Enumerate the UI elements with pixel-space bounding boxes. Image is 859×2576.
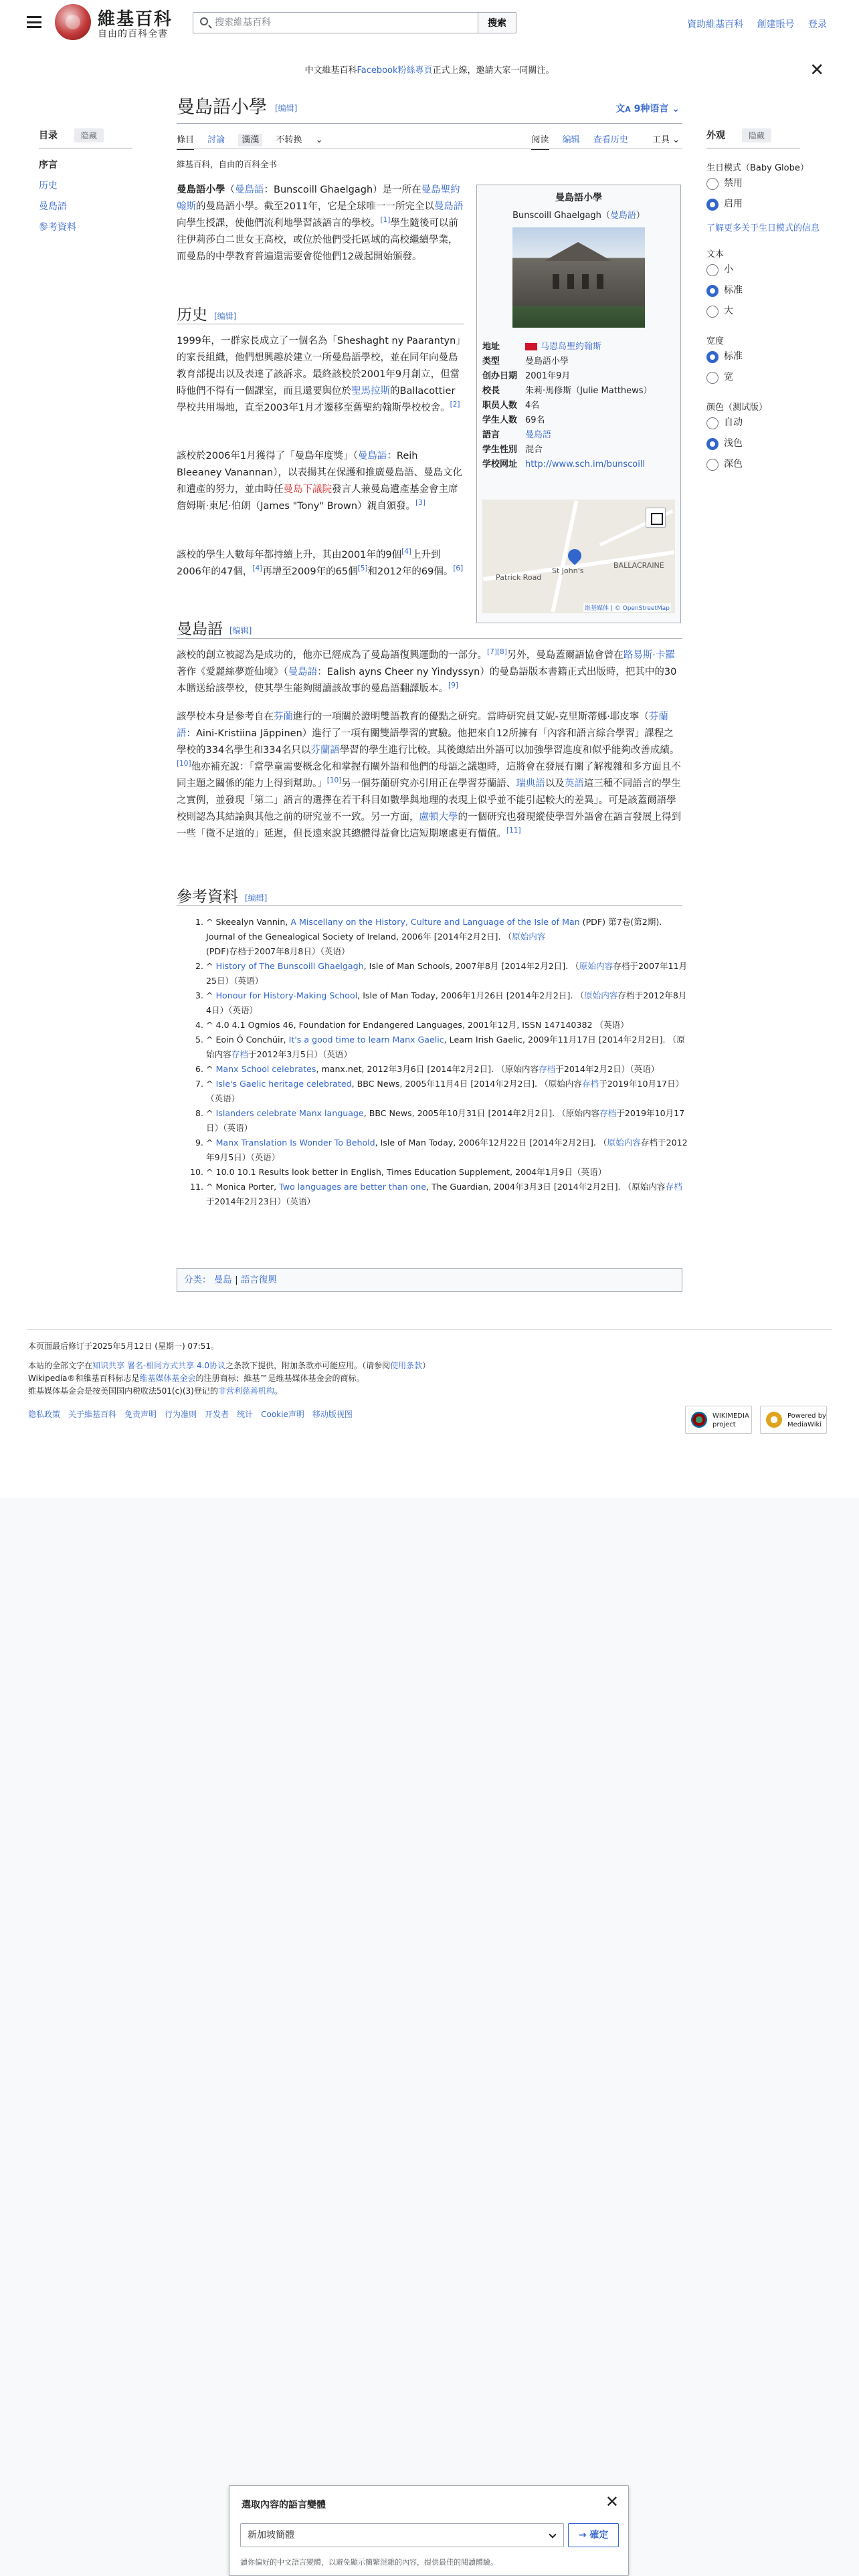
reference-text: (PDF) 第7卷(第2期). Journal of the Genealogical Society of Ireland, 2006年 [2014年2月2日]. （ — [206, 917, 662, 942]
tab-talk[interactable]: 討論 — [207, 135, 225, 145]
tab-history[interactable]: 查看历史 — [593, 135, 628, 145]
infobox-label: 职员人数 — [482, 401, 518, 411]
reference-text: 于2019年10月17日）（英语） — [206, 1108, 685, 1133]
reference-text: ^ — [206, 990, 216, 1000]
notice-text-post: 正式上線，邀請大家一同關注。 — [432, 66, 555, 76]
history-text: 和2012年的69個。 — [367, 566, 454, 577]
appearance-title: 外观 — [706, 130, 725, 141]
history-heading-text: 历史 — [177, 306, 207, 324]
fullscreen-icon[interactable] — [646, 508, 666, 528]
infobox-subtitle — [477, 208, 680, 221]
infobox — [476, 185, 681, 623]
footer-link[interactable]: 隐私政策 — [28, 1410, 61, 1419]
references-divider — [177, 905, 682, 906]
logo-title[interactable]: 維基百科 — [98, 9, 173, 29]
reference-text: ^ — [206, 1064, 216, 1074]
infobox-label: 学校网址 — [482, 459, 518, 469]
radio-option[interactable]: 自动 — [706, 413, 827, 433]
nonprofit-link[interactable]: 非营利慈善机构 — [217, 1386, 274, 1396]
infobox-row — [477, 340, 680, 354]
footer-link[interactable]: 关于維基百科 — [68, 1410, 117, 1419]
radio-option[interactable]: 标准 — [706, 280, 827, 301]
reference-text: , Isle of Man Today, 2006年12月22日 [2014年2月2日]. （ — [375, 1138, 607, 1148]
appearance-group-title: 颜色（测试版） — [706, 403, 768, 413]
appearance-group-title: 文本 — [706, 249, 725, 259]
history-paragraph-1 — [177, 333, 464, 417]
reference-item — [206, 1018, 688, 1033]
infobox-value-text: http://www.sch.im/bunscoill — [525, 459, 646, 469]
manx-link-manx[interactable]: 曼島語 — [288, 667, 318, 677]
lead-link-st-johns[interactable]: 曼島聖約翰斯 — [177, 185, 460, 212]
radio-option[interactable]: 启用 — [706, 194, 827, 215]
infobox-value-text: 曼島語小學 — [525, 356, 569, 366]
map-label: BALLACRAINE — [613, 561, 664, 570]
footer-text: 的注册商标；維基™是维基媒体基金会的商标。 — [195, 1374, 365, 1383]
logo-tagline: 自由的百科全書 — [98, 29, 168, 39]
lead-paragraph — [177, 182, 464, 265]
history-text: 發言人兼曼島遺產基金會主席詹姆斯·東尼·伯朗（James "Tony" Brown）親自頒發。 — [177, 484, 458, 512]
archive-link[interactable]: 存档 — [231, 1049, 248, 1059]
footer-text: 。 — [274, 1386, 282, 1396]
reference-text: 于2019年10月17日）（英语） — [206, 1079, 684, 1103]
footer-link[interactable]: 免责声明 — [124, 1410, 157, 1419]
title-divider — [177, 123, 682, 124]
category-link[interactable]: 語言復興 — [240, 1275, 277, 1285]
close-icon[interactable]: ✕ — [605, 2492, 619, 2511]
ref-link[interactable]: [10] — [177, 760, 191, 768]
reference-item — [206, 959, 688, 988]
footer-link[interactable]: 开发者 — [205, 1410, 229, 1419]
reference-text: ^ — [206, 1108, 216, 1118]
lead-text: ：Bunscoill Ghaelgagh）是一所在 — [264, 185, 421, 195]
ref-link[interactable]: [3] — [415, 499, 425, 508]
variant-select[interactable] — [240, 2523, 564, 2547]
reference-text: , Isle of Man Today, 2006年1月26日 [2014年2月2日]. （ — [357, 990, 585, 1000]
history-link-marown[interactable]: 聖馬拉斯 — [351, 386, 390, 397]
mediawiki-badge[interactable]: Powered by MediaWiki — [760, 1406, 827, 1434]
wmf-link[interactable]: 维基媒体基金会 — [139, 1374, 196, 1383]
history-text: 1999年，一群家長成立了一個名為「Sheshaght ny Paarantyn」的家長組織，他們想興趣於建立一所曼島語學校，並在同年向曼島教育部提出以及表達了該訴求。最終該校於2001年9月創立，但當時他們不得有一個課室，而且還要與位於 — [177, 336, 461, 397]
manx-text: 該學校本身是參考自在 — [177, 712, 274, 722]
appearance-group — [706, 247, 827, 322]
site-sub: 維基百科，自由的百科全书 — [177, 159, 278, 169]
manx-link-finland[interactable]: 芬蘭 — [274, 712, 293, 722]
appearance-hide-button[interactable]: 隐藏 — [742, 128, 771, 142]
infobox-label: 語言 — [482, 430, 500, 440]
license-link[interactable]: 知识共享 署名-相同方式共享 4.0协议 — [92, 1361, 226, 1370]
lead-link-manx-2[interactable]: 曼島語 — [434, 201, 464, 212]
radio-option[interactable]: 标准 — [706, 346, 827, 367]
manx-heading — [177, 617, 252, 639]
title-edit-link[interactable]: [编辑] — [275, 104, 298, 113]
reference-item — [206, 1106, 688, 1136]
location-map[interactable] — [482, 500, 675, 613]
reference-item — [206, 988, 688, 1018]
chevron-down-icon — [549, 2531, 556, 2538]
reference-text: 于2012年3月5日）（英语） — [248, 1049, 353, 1059]
infobox-label: 学生人数 — [482, 415, 518, 425]
reference-item — [206, 1180, 688, 1209]
infobox-subtitle-link[interactable]: 曼島語 — [609, 211, 636, 221]
infobox-value-text: 69名 — [525, 415, 545, 425]
no-convert-label: 不转换 — [276, 135, 302, 145]
reference-text: 存档于2012年8月4日）（英语） — [206, 990, 687, 1015]
tab-article[interactable]: 條目 — [177, 135, 194, 150]
manx-text: ：Ealish ayns Cheer ny Yindyssyn）的曼島語版本書籍正式出版時，把其中的30本贈送給該學校，使其學生能夠閱讀該故事的曼島語翻譯版本。 — [177, 667, 677, 694]
archive-link[interactable]: 存档 — [665, 1182, 682, 1192]
variant-selected: 新加坡簡體 — [248, 2530, 294, 2541]
infobox-subtitle-text: Bunscoill Ghaelgagh（ — [512, 211, 610, 221]
footer-text: 维基媒体基金会是按美国国内税收法501(c)(3)登记的 — [28, 1386, 218, 1396]
learn-more-link[interactable]: 了解更多关于生日模式的信息 — [706, 223, 820, 233]
category-box: 分类： 曼島 | 語言復興 — [177, 1268, 682, 1292]
toc-heading — [39, 128, 159, 142]
notice-text-pre: 中文維基百科 — [304, 66, 357, 76]
toc-title: 目录 — [39, 130, 58, 141]
page-title — [177, 92, 297, 118]
view-tabs — [520, 132, 680, 145]
manx-link-luton[interactable]: 盧頓大學 — [419, 812, 458, 823]
reference-text: 存档于2012年9月5日）（英语） — [206, 1138, 688, 1162]
manx-link-finnish[interactable]: 芬蘭語 — [177, 712, 668, 739]
reference-text: , BBC News, 2005年11月4日 [2014年2月2日]. （原始内容 — [351, 1079, 582, 1089]
menu-icon[interactable] — [27, 16, 41, 28]
manx-link-english[interactable]: 英語 — [564, 778, 584, 789]
infobox-value-text: 2001年9月 — [525, 371, 571, 381]
radio-option[interactable]: 禁用 — [706, 173, 827, 194]
reference-link[interactable]: It's a good time to learn Manx Gaelic — [288, 1035, 444, 1045]
manx-text: 著作《愛麗絲夢遊仙境》（ — [177, 667, 288, 677]
wikipedia-logo-icon[interactable] — [55, 4, 91, 40]
ref-link[interactable]: [2] — [450, 401, 460, 409]
reference-text: ^ Monica Porter, — [206, 1182, 280, 1192]
trademark-text — [28, 1372, 430, 1385]
manx-text: 該校的創立被認為是成功的，他亦已經成為了曼島語復興運動的一部分。 — [177, 650, 487, 661]
toc-item-references[interactable]: 参考資料 — [39, 222, 76, 233]
manx-text: 以及 — [545, 778, 565, 789]
infobox-value-text: 马恩岛聖約翰斯 — [541, 342, 602, 352]
school-photo[interactable] — [512, 227, 645, 328]
appearance-group — [706, 160, 827, 235]
map-credit[interactable]: 维基媒体 | © OpenStreetMap — [583, 603, 671, 612]
reference-text: , Learn Irish Gaelic, 2009年11月17日 [2014年2月2日]. （原始内容 — [206, 1035, 685, 1059]
reference-item — [206, 1165, 688, 1180]
nonprofit-text — [28, 1385, 430, 1398]
toc-item-history[interactable]: 历史 — [39, 181, 58, 191]
language-button[interactable]: 文A 9种语言 ⌄ — [615, 104, 680, 114]
infobox-value — [525, 354, 569, 369]
reference-link[interactable]: Manx Translation Is Wonder To Behold — [215, 1138, 375, 1148]
tab-no-convert[interactable]: 不转换 ⌄ — [276, 135, 323, 145]
infobox-label: 地址 — [482, 342, 500, 352]
manx-link-finnish-2[interactable]: 芬蘭語 — [310, 745, 340, 756]
reference-text: ^ — [206, 1138, 216, 1148]
infobox-rows — [477, 340, 680, 472]
ref-link[interactable]: [5] — [357, 564, 368, 573]
infobox-label: 创办日期 — [482, 371, 518, 381]
infobox-value[interactable] — [525, 428, 551, 443]
reference-link[interactable]: Manx School celebrates — [215, 1064, 316, 1074]
language-count: 9种语言 — [634, 104, 669, 114]
references-edit-link[interactable]: [编辑] — [245, 893, 268, 903]
dialog-title: 選取內容的語言變體 — [242, 2500, 326, 2510]
infobox-row — [477, 384, 680, 399]
flag-icon — [525, 343, 537, 350]
lead-text: 的曼島語小學。截至2011年，它是全球唯一一所完全以 — [196, 201, 434, 212]
language-variant-dialog — [229, 2485, 629, 2576]
tabs-divider — [177, 148, 682, 149]
reference-link[interactable]: Isle's Gaelic heritage celebrated — [215, 1079, 352, 1089]
tab-variant[interactable]: 漢漢 — [238, 134, 262, 146]
reference-text: ^ Skeealyn Vannin, — [206, 917, 291, 927]
footer-text: 本站的全部文字在 — [28, 1361, 93, 1370]
footer-text: 之条款下提供，附加条款亦可能应用。（请参阅 — [225, 1361, 391, 1370]
manx-paragraph-1 — [177, 647, 682, 697]
lead-bold: 曼島語小學 — [177, 185, 225, 195]
notice-link[interactable]: Facebook粉絲專頁 — [357, 66, 433, 76]
manx-heading-text: 曼島語 — [177, 621, 223, 638]
ref-link[interactable]: [4] — [401, 548, 411, 556]
reference-text: 于2014年2月23日）（英语） — [206, 1196, 316, 1206]
map-label: Patrick Road — [496, 573, 542, 582]
ref-link[interactable]: [9] — [448, 681, 458, 690]
infobox-value[interactable] — [525, 340, 601, 354]
ref-link[interactable]: [1] — [380, 216, 391, 225]
footer-info — [28, 1340, 430, 1398]
history-paragraph-3 — [177, 547, 464, 580]
appearance-group-title: 宽度 — [706, 336, 725, 346]
archive-link[interactable]: 存档 — [599, 1108, 617, 1118]
infobox-row — [477, 457, 680, 472]
footer-links — [28, 1408, 361, 1420]
create-account-link[interactable]: 創建賬号 — [757, 19, 795, 30]
infobox-label: 校長 — [482, 386, 500, 396]
search-box[interactable] — [193, 12, 479, 33]
history-link-manx[interactable]: 曼島語 — [357, 451, 387, 461]
radio-option[interactable]: 大 — [706, 301, 827, 322]
close-icon[interactable]: ✕ — [809, 60, 824, 80]
footer-link[interactable]: Cookie声明 — [261, 1410, 304, 1419]
history-text: ：Reih Bleeaney Vanannan），以表揚其在保護和推廣曼島語、曼島文化和遺產的努力，並由時任 — [177, 451, 462, 495]
reference-text: ^ Eoin Ó Conchúir, — [206, 1035, 289, 1045]
reference-link[interactable]: Honour for History-Making School — [215, 990, 358, 1000]
confirm-button[interactable]: → 確定 — [568, 2523, 619, 2547]
lead-text: （ — [225, 185, 235, 195]
manx-text: 學習的學生進行比較。其後總結出外語可以加強學習進度和似乎能夠改善成績。 — [339, 745, 680, 756]
namespace-tabs — [177, 132, 334, 145]
dialog-note: 讀你偏好的中文語言變體，以避免顯示簡繁混雜的內容，提供最佳的閱讀體驗。 — [240, 2558, 498, 2567]
tab-tools[interactable]: 工具 ⌄ — [652, 135, 680, 145]
reference-text: Ogmios 46, Foundation for Endangered Languages, 2001年12月, ISSN 147140382 （英语） — [248, 1020, 629, 1030]
reference-text: ^ 10.0 10.1 — [206, 1167, 259, 1177]
manx-text: 他亦補充說：「當學童需要概念化和掌握有關外語和他們的母語之議題時，這將會在發展有關了解複雜和多方面且不同主題之關係的能力上得到幫助。」 — [177, 762, 681, 789]
manx-link-swedish[interactable]: 瑞典語 — [516, 778, 545, 789]
archive-link[interactable]: 原始内容 — [579, 961, 613, 971]
map-label: St John's — [552, 566, 584, 575]
reference-text: , Isle of Man Schools, 2007年8月 [2014年2月2日]. （ — [363, 961, 579, 971]
history-edit-link[interactable]: [编辑] — [214, 311, 237, 321]
reference-text: ^ 4.0 4.1 — [206, 1020, 248, 1030]
infobox-value — [525, 384, 652, 399]
donate-link[interactable]: 資助維基百科 — [687, 19, 744, 30]
ref-link[interactable]: [11] — [506, 827, 521, 835]
reference-item — [206, 1033, 688, 1062]
footer-text: ） — [422, 1361, 431, 1370]
references-heading — [177, 884, 267, 906]
archive-link[interactable]: 原始内容 — [584, 990, 618, 1000]
appearance-group — [706, 400, 827, 475]
terms-link[interactable]: 使用条款 — [390, 1361, 423, 1370]
reference-text: ^ — [206, 961, 216, 971]
reference-link[interactable]: Islanders celebrate Manx language — [215, 1108, 364, 1118]
infobox-value-text: 曼島語 — [525, 430, 552, 440]
page-title-text: 曼島語小學 — [177, 97, 267, 118]
appearance-groups — [706, 160, 827, 475]
infobox-value — [525, 443, 543, 457]
login-link[interactable]: 登录 — [808, 19, 827, 30]
infobox-title: 曼島語小學 — [555, 193, 602, 203]
reference-text: , The Guardian, 2004年3月3日 [2014年2月2日]. （原始内容 — [425, 1182, 666, 1192]
footer-link[interactable]: 移动版视图 — [312, 1410, 353, 1419]
ref-link[interactable]: [6] — [453, 564, 464, 573]
history-heading — [177, 302, 236, 324]
manx-text: 的一個研究也發現縱使學習外語會在語言發展上得到一些「微不足道的」延遲，但長遠來說其總體得益會比這短期壞處更有價值。 — [177, 812, 681, 839]
toc-item-manx[interactable]: 曼島語 — [39, 201, 67, 212]
reference-item — [206, 1077, 688, 1106]
lead-link-manx[interactable]: 曼島語 — [235, 185, 264, 195]
references-heading-text: 參考資料 — [177, 888, 238, 905]
manx-text: 另外，曼島蓋爾語協會曾在 — [506, 650, 624, 661]
category-link[interactable]: 曼島 — [213, 1275, 232, 1285]
manx-text: ：Aini-Kristiina Jäppinen）進行了一項有關雙語學習的實驗。他把來自12所擁有「內容和語言綜合學習」課程之學校的334名學生和334名只以 — [177, 728, 674, 756]
tools-label: 工具 — [652, 135, 670, 145]
radio-option[interactable]: 深色 — [706, 454, 827, 475]
tab-read[interactable]: 阅读 — [531, 135, 549, 150]
manx-edit-link[interactable]: [编辑] — [229, 625, 252, 635]
history-text: 再增至2009年的65個 — [262, 566, 358, 577]
history-text: 的Ballacottier學校共用場地，直至2003年1月才遷移至舊聖約翰斯學校校舍。 — [177, 386, 456, 413]
appearance-group-title: 生日模式（Baby Globe） — [706, 163, 809, 173]
last-edited: 本页面最后修订于2025年5月12日 (星期一) 07:51。 — [28, 1341, 219, 1351]
reference-text: Results look better in English, Times Education Supplement, 2004年1月9日（英语） — [258, 1167, 607, 1177]
radio-option[interactable]: 宽 — [706, 367, 827, 388]
search-input[interactable] — [213, 13, 468, 33]
infobox-value — [525, 369, 570, 384]
reference-text: 存档于2007年11月25日）（英语） — [206, 961, 688, 986]
appearance-heading — [706, 128, 827, 142]
table-of-contents — [39, 128, 159, 238]
radio-option[interactable]: 浅色 — [706, 433, 827, 454]
infobox-value — [525, 413, 545, 428]
reference-text: ^ — [206, 1079, 216, 1089]
infobox-row — [477, 428, 680, 443]
reference-link[interactable]: History of The Bunscoill Ghaelgagh — [215, 961, 364, 971]
tab-edit[interactable]: 编辑 — [562, 135, 580, 145]
ref-link[interactable]: [4] — [252, 564, 263, 573]
infobox-label: 学生性別 — [482, 445, 518, 455]
footer-text: Wikipedia®和維基百科标志是 — [28, 1374, 140, 1383]
appearance-group — [706, 334, 827, 388]
manx-text: 這三種不同語言的學生之實例，並發現「第二」語言的選擇在若干科目如數學與地理的表現上似乎並不能引起較大的差異」。可是該蓋爾語學校則認為其結論與其他之前的研究並不一致。另一方面， — [177, 778, 681, 823]
search-icon — [200, 17, 208, 25]
infobox-value — [525, 399, 539, 413]
lead-text: 學生隨後可以前往伊莉莎白二世女王高校，或位於他們受托區域的高校繼續學業，而曼島的中學教育普遍還需要會從他們12歲起開始頒發。 — [177, 218, 458, 262]
manx-text: 另一個芬蘭研究亦引用正在學習芬蘭語、 — [341, 778, 516, 789]
site-notice — [27, 59, 832, 83]
footer-link[interactable]: 行为准则 — [165, 1410, 197, 1419]
history-text: 該校於2006年1月獲得了「曼島年度獎」（ — [177, 451, 358, 461]
infobox-value-text: 混合 — [525, 445, 543, 455]
infobox-row — [477, 369, 680, 384]
user-links — [676, 17, 827, 31]
toc-item-intro[interactable]: 序言 — [39, 160, 58, 171]
reference-text: (PDF)存档于2007年8月8日）（英语） — [206, 946, 350, 956]
categories-label[interactable]: 分类： — [184, 1275, 211, 1285]
history-link-house-of-keys[interactable]: 曼島下議院 — [283, 484, 332, 495]
ref-link[interactable]: [10] — [326, 776, 342, 785]
manx-link-carroll[interactable]: 路易斯·卡羅 — [623, 650, 675, 661]
infobox-row — [477, 354, 680, 369]
reference-link[interactable]: Two languages are better than one — [279, 1182, 426, 1192]
infobox-value[interactable] — [525, 457, 645, 472]
reference-text: , manx.net, 2012年3月6日 [2014年2月2日]. （原始内容 — [316, 1064, 539, 1074]
infobox-subtitle-text: ） — [636, 211, 645, 221]
manx-paragraph-2 — [177, 709, 682, 843]
reference-item — [206, 1136, 688, 1165]
reference-text: , BBC News, 2005年10月31日 [2014年2月2日]. （原始内容 — [363, 1108, 600, 1118]
infobox-row — [477, 443, 680, 457]
infobox-row — [477, 399, 680, 413]
manx-text: 進行的一項關於證明雙語教育的優點之研究。當時研究員艾妮-克里斯蒂娜·耶皮寧（ — [293, 712, 649, 722]
history-text: 上升到2006年的47個， — [177, 550, 441, 577]
lead-text: 向學生授課，使他們流利地學習該語言的學校。 — [177, 218, 381, 229]
footer-link[interactable]: 统计 — [237, 1410, 254, 1419]
footer-divider — [27, 1329, 832, 1330]
archive-link[interactable]: 存档 — [582, 1079, 599, 1089]
radio-option[interactable]: 小 — [706, 259, 827, 280]
search-button[interactable]: 搜索 — [478, 12, 516, 33]
archive-link[interactable]: 原始内容 — [607, 1138, 641, 1148]
appearance-panel — [706, 128, 827, 475]
history-paragraph-2 — [177, 448, 464, 515]
archive-link[interactable]: 存档 — [539, 1064, 556, 1074]
wikimedia-badge[interactable]: WIKIMEDIA project — [685, 1406, 752, 1434]
infobox-label: 类型 — [482, 356, 500, 366]
license-text — [28, 1360, 430, 1372]
infobox-value-text: 4名 — [525, 401, 540, 411]
reference-link[interactable]: A Miscellany on the History, Culture and Language of the Isle of Man — [290, 917, 580, 927]
reference-item — [206, 915, 688, 959]
reference-text: 于2014年2月2日）（英语） — [555, 1064, 660, 1074]
references-list — [193, 915, 688, 1209]
manx-divider — [177, 638, 682, 639]
infobox-row — [477, 413, 680, 428]
history-text: 該校的學生人數每年都持續上升，其由2001年的9個 — [177, 550, 402, 560]
ref-link[interactable]: [7][8] — [487, 648, 507, 657]
toc-hide-button[interactable]: 隐藏 — [74, 128, 104, 142]
archive-link[interactable]: 原始内容 — [512, 932, 546, 942]
reference-item — [206, 1062, 688, 1077]
infobox-value-text: 朱莉·馬修斯（Julie Matthews） — [525, 386, 652, 396]
